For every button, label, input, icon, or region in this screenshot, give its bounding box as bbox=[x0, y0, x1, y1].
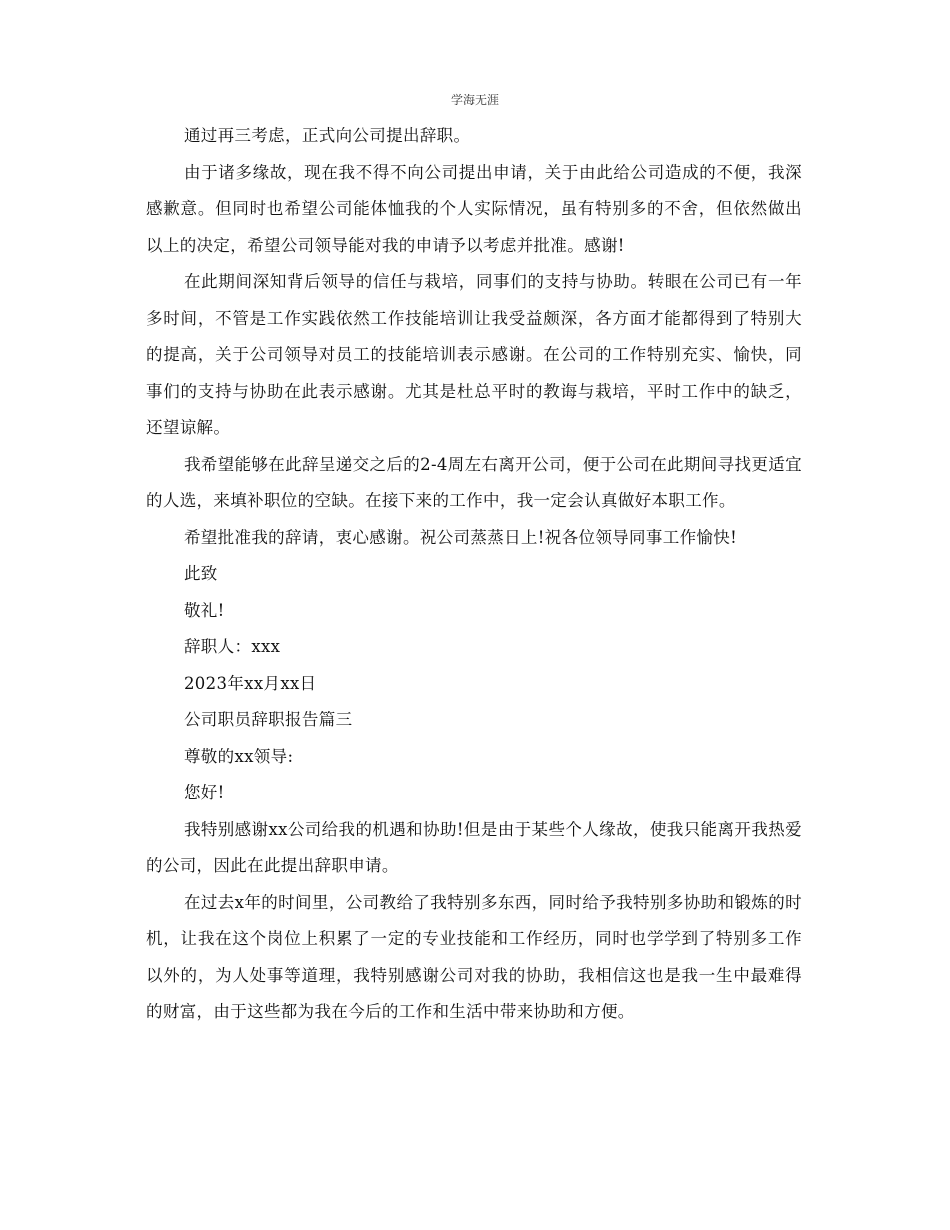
page-header: 学海无涯 bbox=[450, 93, 499, 107]
document-body bbox=[146, 118, 802, 1031]
paragraph-5: 希望批准我的辞请，衷心感谢。祝公司蒸蒸日上!祝各位领导同事工作愉快! bbox=[183, 527, 738, 547]
paragraph-1: 通过再三考虑，正式向公司提出辞职。 bbox=[183, 126, 471, 145]
section-title: 公司职员辞职报告篇三 bbox=[183, 710, 353, 729]
paragraph-4: 我希望能够在此辞呈递交之后的2-4周左右离开公司，便于公司在此期间寻找更适宜的人选，来填补职位的空缺。在接下来的工作中，我一定会认真做好本职工作。 bbox=[146, 454, 802, 510]
closing-respect: 敬礼! bbox=[183, 600, 225, 620]
paragraph-3: 在此期间深知背后领导的信任与栽培，同事们的支持与协助。转眼在公司已有一年多时间，不管是工作实践依然工作技能培训让我受益颇深，各方面才能都得到了特别大的提高，关于公司领导对员工的技能培训表示感谢。在公司的工作特别充实、愉快，同事们的支持与协助在此表示感谢。尤其是杜总平时的教诲与栽培，平时工作中的缺乏，还望谅解。 bbox=[146, 272, 802, 437]
date: 2023年xx月xx日 bbox=[183, 673, 317, 693]
closing-salutation: 此致 bbox=[183, 564, 218, 583]
recipient: 尊敬的xx领导: bbox=[183, 746, 294, 766]
paragraph-6: 我特别感谢xx公司给我的机遇和协助!但是由于某些个人缘故，使我只能离开我热爱的公司，因此在此提出辞职申请。 bbox=[146, 819, 802, 875]
greeting: 您好! bbox=[183, 783, 225, 802]
paragraph-2: 由于诸多缘故，现在我不得不向公司提出申请，关于由此给公司造成的不便，我深感歉意。但同时也希望公司能体恤我的个人实际情况，虽有特别多的不舍，但依然做出以上的决定，希望公司领导能对我的申请予以考虑并批准。感谢! bbox=[146, 162, 802, 255]
signer: 辞职人：xxx bbox=[183, 637, 281, 656]
paragraph-7: 在过去x年的时间里，公司教给了我特别多东西，同时给予我特别多协助和锻炼的时机，让我在这个岗位上积累了一定的专业技能和工作经历，同时也学学到了特别多工作以外的，为人处事等道理，我特别感谢公司对我的协助，我相信这也是我一生中最难得的财富，由于这些都为我在今后的工作和生活中带来协助和方便。 bbox=[146, 892, 802, 1021]
